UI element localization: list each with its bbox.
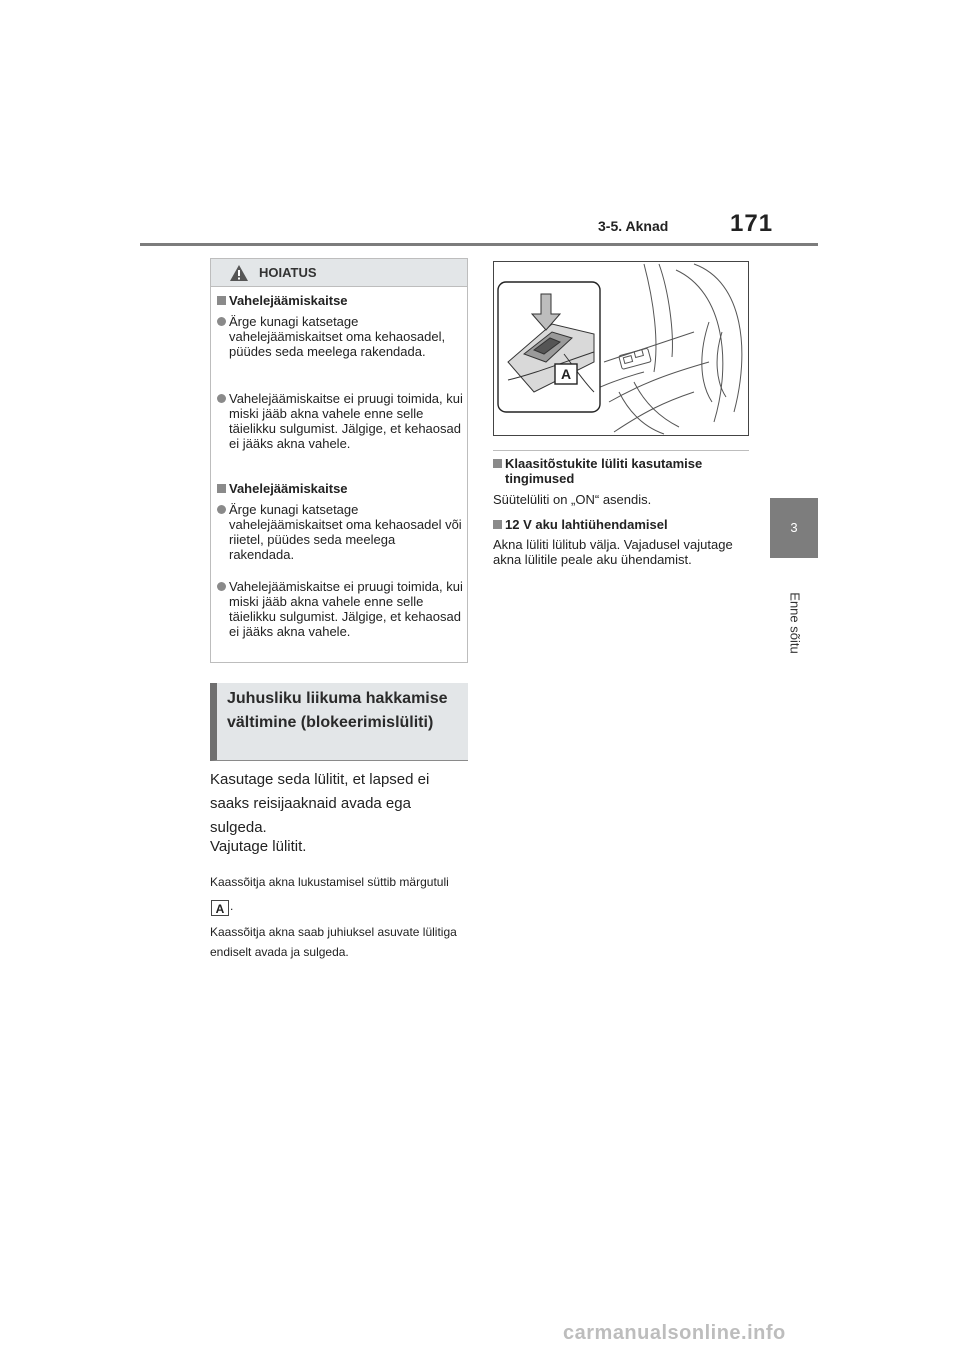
chapter-title-text: Enne sõitu xyxy=(787,592,803,654)
illustration-callout-a: A xyxy=(560,366,572,382)
round-bullet-icon xyxy=(217,505,226,514)
note-heading-conditions: Klaasitõstukite lüliti kasutamise tingimused xyxy=(493,456,749,486)
square-bullet-icon xyxy=(493,459,502,468)
note-body-conditions: Süütelüliti on „ON“ asendis. xyxy=(493,492,652,507)
warning-heading: Vahelejäämiskaitse xyxy=(217,293,463,308)
press-instruction: Vajutage lülitit. xyxy=(210,838,307,855)
watermark[interactable]: carmanualsonline.info xyxy=(563,1322,786,1344)
section-label: 3-5. Aknad xyxy=(598,218,669,234)
driver-switch-note: Kaassõitja akna saab juhiuksel asuvate lülitiga endiselt avada ja sulgeda. xyxy=(210,925,457,959)
header-rule xyxy=(140,243,818,246)
warning-box xyxy=(210,258,468,663)
warning-bullet: Ärge kunagi katsetage vahelejäämiskaitset oma kehaosadel või riietel, püüdes seda meelega rakendada. xyxy=(217,502,463,562)
warning-title: HOIATUS xyxy=(259,265,317,280)
indicator-note-text: Kaassõitja akna lukustamisel süttib märgutuli xyxy=(210,875,449,889)
warning-bullet: Ärge kunagi katsetage vahelejäämiskaitset oma kehaosadel, püüdes seda meelega rakendada. xyxy=(217,314,463,359)
chapter-tab[interactable]: 3 xyxy=(770,498,818,558)
callout-a-badge: A xyxy=(211,900,229,916)
square-bullet-icon xyxy=(493,520,502,529)
door-switch-drawing xyxy=(494,262,749,436)
round-bullet-icon xyxy=(217,582,226,591)
indicator-note xyxy=(210,870,470,918)
warning-header xyxy=(211,259,467,287)
section-body: Kasutage seda lülitit, et lapsed ei saaks reisijaaknaid avada ega sulgeda. xyxy=(210,771,430,836)
warning-bullet: Vahelejäämiskaitse ei pruugi toimida, kui miski jääb akna vahele enne selle täielikku sulgumist. Jälgige, et kehaosad ei jääks akna vahele. xyxy=(217,391,463,451)
chapter-title xyxy=(786,568,804,678)
warning-triangle-icon xyxy=(229,264,249,282)
warning-heading: Vahelejäämiskaitse xyxy=(217,481,463,496)
round-bullet-icon xyxy=(217,317,226,326)
illustration-divider xyxy=(493,450,749,451)
note-heading-battery: 12 V aku lahtiühendamisel xyxy=(493,517,749,532)
warning-bullet: Vahelejäämiskaitse ei pruugi toimida, kui miski jääb akna vahele enne selle täielikku sulgumist. Jälgige, et kehaosad ei jääks akna vahele. xyxy=(217,579,463,639)
lock-switch-illustration xyxy=(493,261,749,436)
note-body-battery: Akna lüliti lülitub välja. Vajadusel vajutage akna lülitile peale aku ühendamist. xyxy=(493,537,733,567)
indicator-note-end: . xyxy=(230,899,234,913)
section-heading: Juhusliku liikuma hakkamise vältimine (blokeerimislüliti) xyxy=(227,690,448,731)
round-bullet-icon xyxy=(217,394,226,403)
square-bullet-icon xyxy=(217,484,226,493)
section-heading-block xyxy=(210,683,468,761)
page-number: 171 xyxy=(730,210,774,237)
square-bullet-icon xyxy=(217,296,226,305)
